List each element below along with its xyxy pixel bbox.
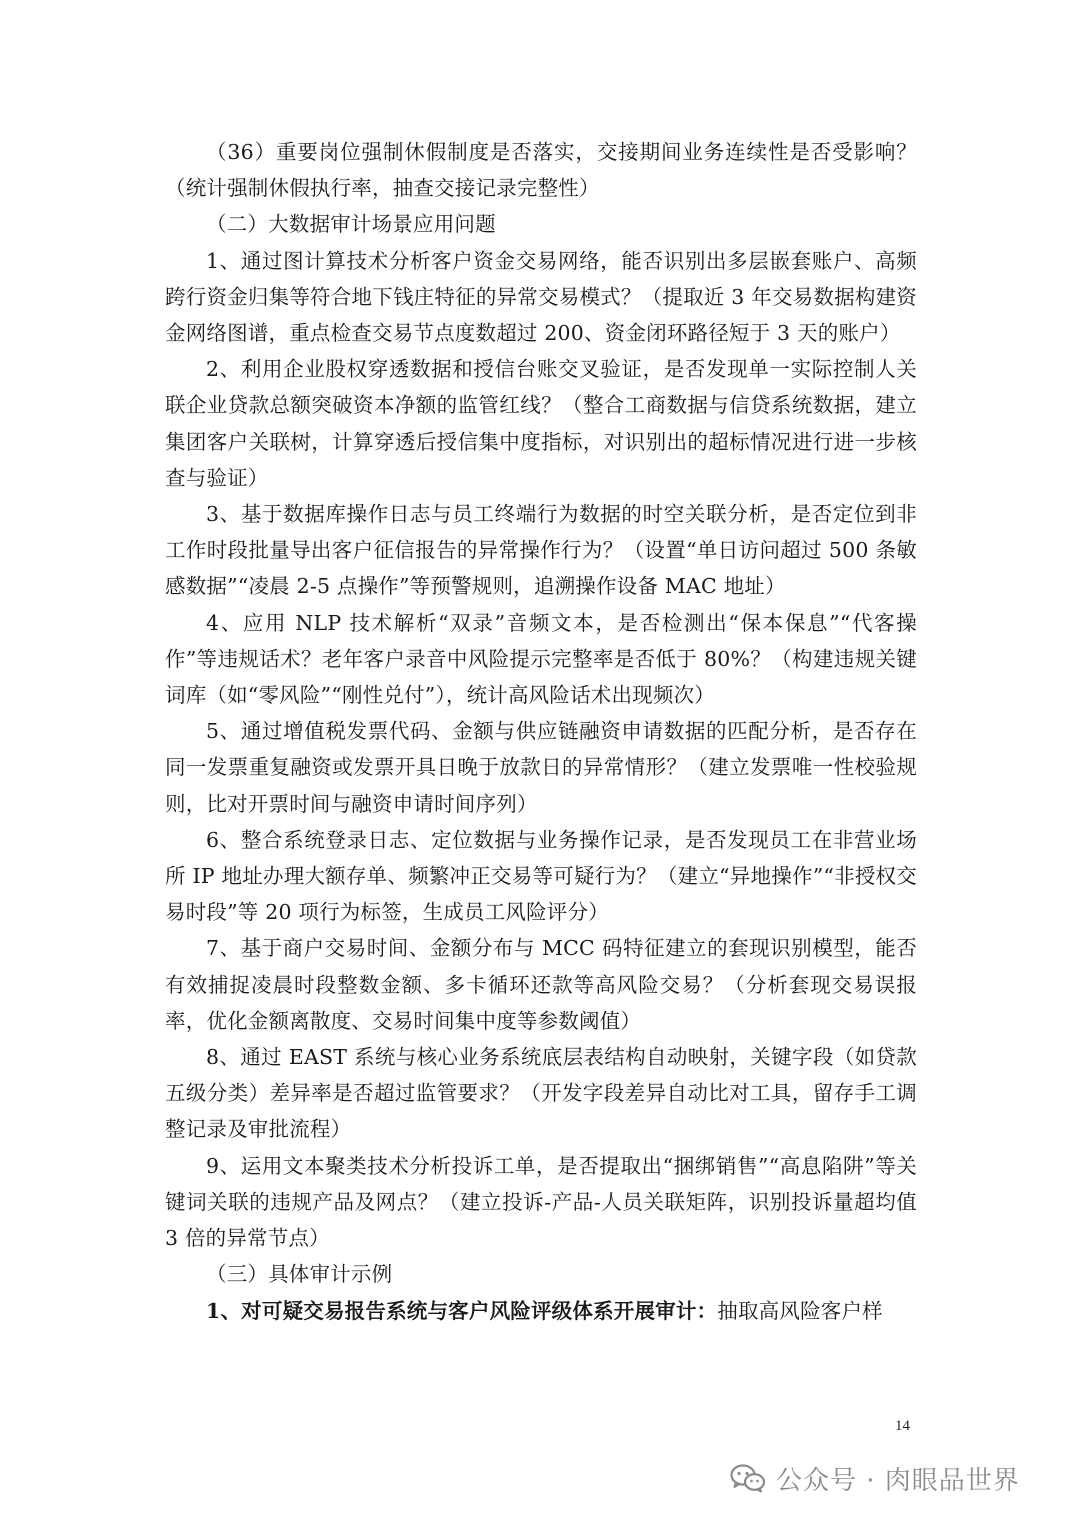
- paragraph-question-7: 7、基于商户交易时间、金额分布与 MCC 码特征建立的套现识别模型，能否有效捕捉凌晨时段整数金额、多卡循环还款等高风险交易？（分析套现交易误报率，优化金额离散度、交易时间集中度等参数阈值）: [165, 936, 917, 1033]
- wechat-icon: [730, 1463, 766, 1493]
- watermark-text: 公众号 · 肉眼品世界: [776, 1465, 1020, 1496]
- example-1-text: 抽取高风险客户样: [717, 1298, 883, 1323]
- section-heading-audit-examples: （三）具体审计示例: [206, 1262, 393, 1287]
- paragraph-question-1: 1、通过图计算技术分析客户资金交易网络，能否识别出多层嵌套账户、高频跨行资金归集等符合地下钱庄特征的异常交易模式？（提取近 3 年交易数据构建资金网络图谱，重点检查交易节点度数超过 200、资金闭环路径短于 3 天的账户）: [165, 248, 917, 346]
- document-body: [165, 134, 917, 1329]
- paragraph-question-3: 3、基于数据库操作日志与员工终端行为数据的时空关联分析，是否定位到非工作时段批量导出客户征信报告的异常操作行为？（设置“单日访问超过 500 条敏感数据”“凌晨 2-5 点操作”等预警规则，追溯操作设备 MAC 地址）: [165, 502, 917, 599]
- page-number: 14: [895, 1418, 910, 1434]
- paragraph-item-36: （36）重要岗位强制休假制度是否落实，交接期间业务连续性是否受影响？（统计强制休假执行率，抽查交接记录完整性）: [165, 140, 917, 201]
- watermark: [730, 1456, 1020, 1500]
- paragraph-question-8: 8、通过 EAST 系统与核心业务系统底层表结构自动映射，关键字段（如贷款五级分类）差异率是否超过监管要求？（开发字段差异自动比对工具，留存手工调整记录及审批流程）: [165, 1045, 917, 1142]
- paragraph-question-9: 9、运用文本聚类技术分析投诉工单，是否提取出“捆绑销售”“高息陷阱”等关键词关联的违规产品及网点？（建立投诉-产品-人员关联矩阵，识别投诉量超均值 3 倍的异常节点）: [165, 1153, 917, 1251]
- paragraph-question-4: 4、应用 NLP 技术解析“双录”音频文本，是否检测出“保本保息”“代客操作”等违规话术？老年客户录音中风险提示完整率是否低于 80%？（构建违规关键词库（如“零风险”“刚性兑付”），统计高风险话术出现频次）: [165, 610, 917, 708]
- paragraph-question-2: 2、利用企业股权穿透数据和授信台账交叉验证，是否发现单一实际控制人关联企业贷款总额突破资本净额的监管红线？（整合工商数据与信贷系统数据，建立集团客户关联树，计算穿透后授信集中度指标，对识别出的超标情况进行进一步核查与验证）: [165, 357, 917, 490]
- section-heading-big-data: （二）大数据审计场景应用问题: [206, 212, 496, 237]
- paragraph-example-1: [165, 1293, 917, 1329]
- example-1-bold-lead: 1、对可疑交易报告系统与客户风险评级体系开展审计：: [206, 1298, 718, 1323]
- paragraph-question-6: 6、整合系统登录日志、定位数据与业务操作记录，是否发现员工在非营业场所 IP 地址办理大额存单、频繁冲正交易等可疑行为？（建立“异地操作”“非授权交易时段”等 20 项行为标签，生成员工风险评分）: [165, 827, 917, 925]
- paragraph-question-5: 5、通过增值税发票代码、金额与供应链融资申请数据的匹配分析，是否存在同一发票重复融资或发票开具日晚于放款日的异常情形？（建立发票唯一性校验规则，比对开票时间与融资申请时间序列）: [165, 719, 917, 816]
